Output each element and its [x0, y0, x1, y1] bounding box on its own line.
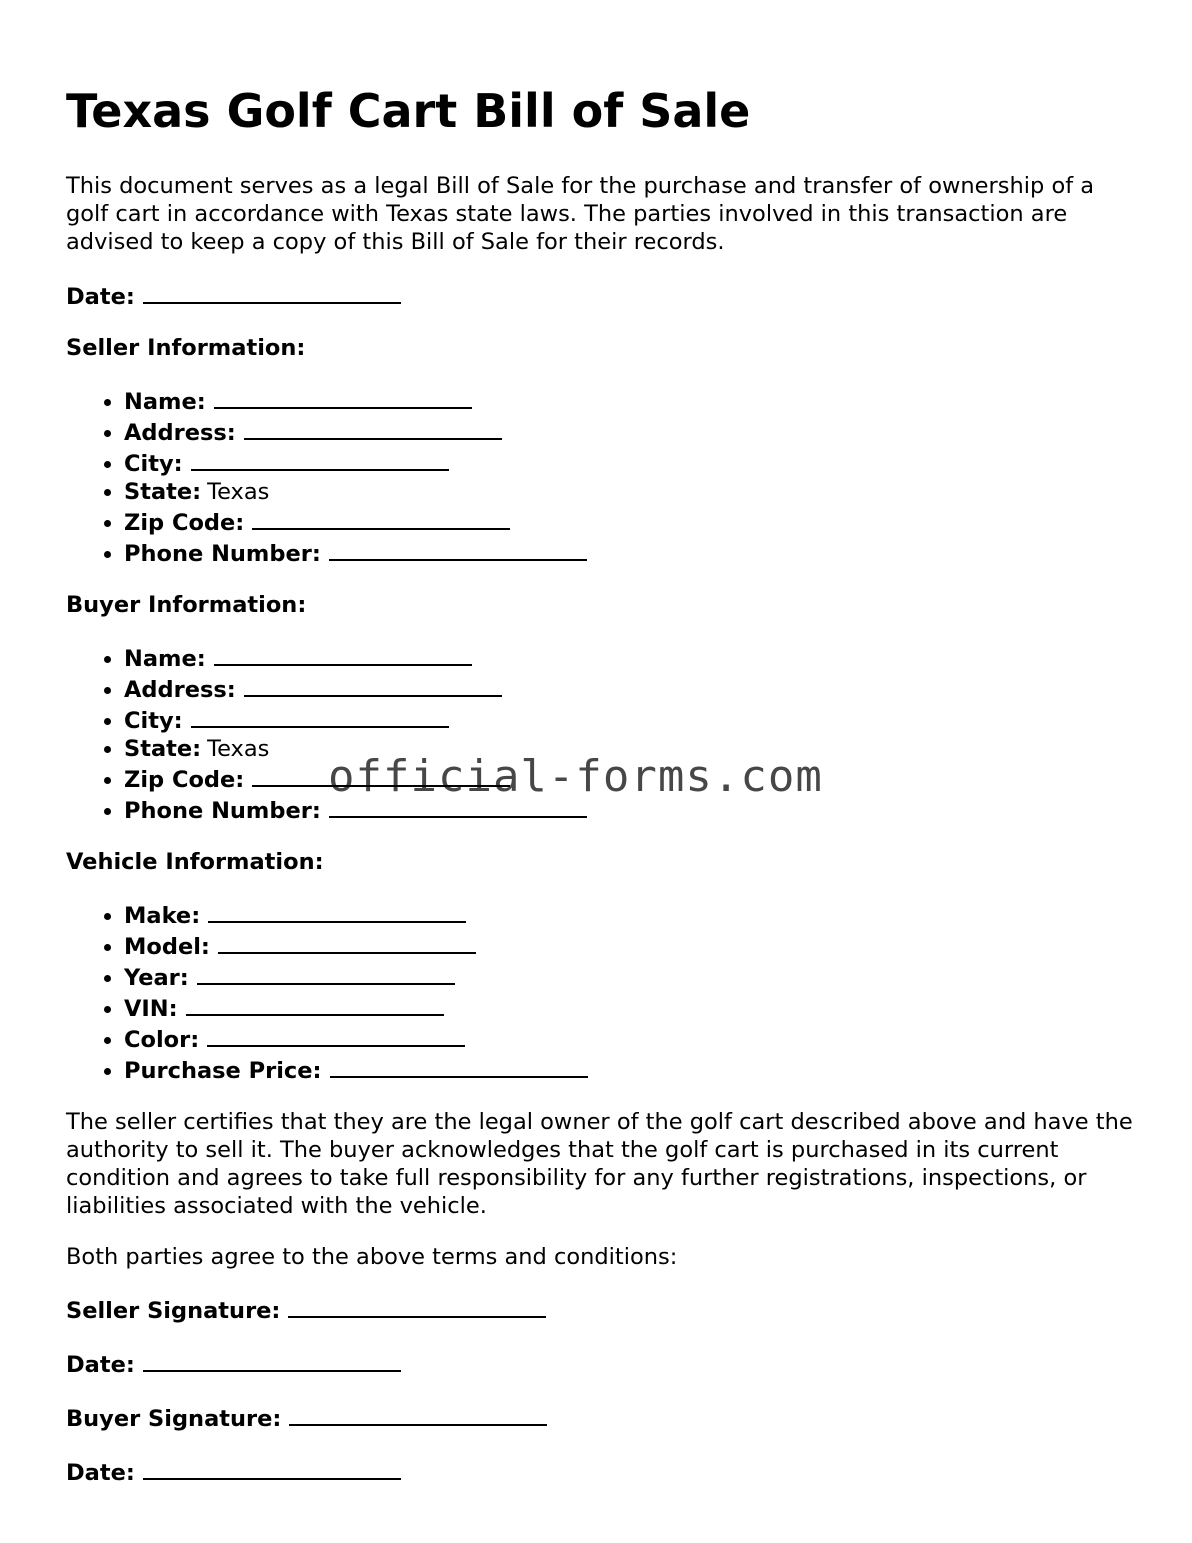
seller-name-blank[interactable] — [214, 385, 472, 409]
seller-signature-label: Seller Signature: — [66, 1298, 281, 1324]
buyer-date-blank[interactable] — [143, 1456, 401, 1480]
vehicle-vin-blank[interactable] — [186, 992, 444, 1016]
buyer-signature-label: Buyer Signature: — [66, 1406, 282, 1432]
vehicle-heading: Vehicle Information: — [66, 849, 324, 875]
seller-phone-blank[interactable] — [329, 537, 587, 561]
seller-state-value: Texas — [207, 479, 270, 505]
vehicle-info-list — [66, 899, 1136, 1085]
buyer-city-blank[interactable] — [191, 704, 449, 728]
buyer-signature-field — [66, 1402, 1136, 1433]
seller-city-item — [124, 447, 1136, 478]
buyer-zip-label: Zip Code: — [124, 767, 245, 793]
document-page — [66, 82, 1136, 1510]
buyer-zip-item — [124, 763, 1136, 794]
buyer-name-blank[interactable] — [214, 642, 472, 666]
buyer-name-item — [124, 642, 1136, 673]
vehicle-model-blank[interactable] — [218, 930, 476, 954]
watermark: official-forms.com — [328, 751, 823, 802]
vehicle-model-item — [124, 930, 1136, 961]
vehicle-vin-label: VIN: — [124, 996, 178, 1022]
document-title: Texas Golf Cart Bill of Sale — [66, 84, 751, 138]
vehicle-make-item — [124, 899, 1136, 930]
vehicle-year-item — [124, 961, 1136, 992]
seller-signature-field — [66, 1294, 1136, 1325]
buyer-address-blank[interactable] — [244, 673, 502, 697]
seller-date-field — [66, 1348, 1136, 1379]
seller-address-item — [124, 416, 1136, 447]
buyer-phone-blank[interactable] — [329, 794, 587, 818]
seller-address-label: Address: — [124, 420, 236, 446]
buyer-city-label: City: — [124, 708, 183, 734]
buyer-city-item — [124, 704, 1136, 735]
vehicle-year-blank[interactable] — [197, 961, 455, 985]
seller-phone-label: Phone Number: — [124, 541, 321, 567]
buyer-state-label: State: — [124, 736, 202, 762]
seller-date-label: Date: — [66, 1352, 135, 1378]
seller-state-item — [124, 478, 1136, 506]
buyer-name-label: Name: — [124, 646, 206, 672]
vehicle-color-label: Color: — [124, 1027, 200, 1053]
buyer-state-value: Texas — [207, 736, 270, 762]
buyer-address-item — [124, 673, 1136, 704]
vehicle-vin-item — [124, 992, 1136, 1023]
buyer-date-label: Date: — [66, 1460, 135, 1486]
buyer-date-field — [66, 1456, 1136, 1487]
buyer-address-label: Address: — [124, 677, 236, 703]
buyer-signature-blank[interactable] — [289, 1402, 547, 1426]
vehicle-price-label: Purchase Price: — [124, 1058, 322, 1084]
buyer-zip-blank[interactable] — [252, 763, 510, 787]
seller-address-blank[interactable] — [244, 416, 502, 440]
intro-paragraph: This document serves as a legal Bill of Sale for the purchase and transfer of ownership of a golf cart in accordance with Texas state laws. The parties involved in this transaction are advised to keep a copy of this Bill of Sale for their records. — [66, 173, 1095, 255]
seller-state-label: State: — [124, 479, 202, 505]
seller-phone-item — [124, 537, 1136, 568]
vehicle-price-blank[interactable] — [330, 1054, 588, 1078]
vehicle-model-label: Model: — [124, 934, 210, 960]
seller-signature-blank[interactable] — [288, 1294, 546, 1318]
seller-date-blank[interactable] — [143, 1348, 401, 1372]
seller-heading: Seller Information: — [66, 335, 306, 361]
vehicle-make-blank[interactable] — [208, 899, 466, 923]
seller-zip-label: Zip Code: — [124, 510, 245, 536]
seller-city-blank[interactable] — [191, 447, 449, 471]
buyer-info-list — [66, 642, 1136, 825]
vehicle-color-blank[interactable] — [207, 1023, 465, 1047]
vehicle-price-item — [124, 1054, 1136, 1085]
seller-zip-item — [124, 506, 1136, 537]
agreement-paragraph: Both parties agree to the above terms and conditions: — [66, 1244, 678, 1270]
seller-zip-blank[interactable] — [252, 506, 510, 530]
seller-city-label: City: — [124, 451, 183, 477]
buyer-phone-item — [124, 794, 1136, 825]
vehicle-year-label: Year: — [124, 965, 189, 991]
seller-name-label: Name: — [124, 389, 206, 415]
buyer-phone-label: Phone Number: — [124, 798, 321, 824]
vehicle-color-item — [124, 1023, 1136, 1054]
buyer-state-item — [124, 735, 1136, 763]
vehicle-make-label: Make: — [124, 903, 201, 929]
date-blank[interactable] — [143, 280, 401, 304]
seller-info-list — [66, 385, 1136, 568]
seller-name-item — [124, 385, 1136, 416]
buyer-heading: Buyer Information: — [66, 592, 307, 618]
certification-paragraph: The seller certifies that they are the legal owner of the golf cart described above and have the authority to sell it. The buyer acknowledges that the golf cart is purchased in its current condition and agrees to take full responsibility for any further registrations, inspections, or liabilities associated with the vehicle. — [66, 1109, 1133, 1219]
date-label: Date: — [66, 284, 135, 310]
date-field — [66, 280, 1136, 311]
